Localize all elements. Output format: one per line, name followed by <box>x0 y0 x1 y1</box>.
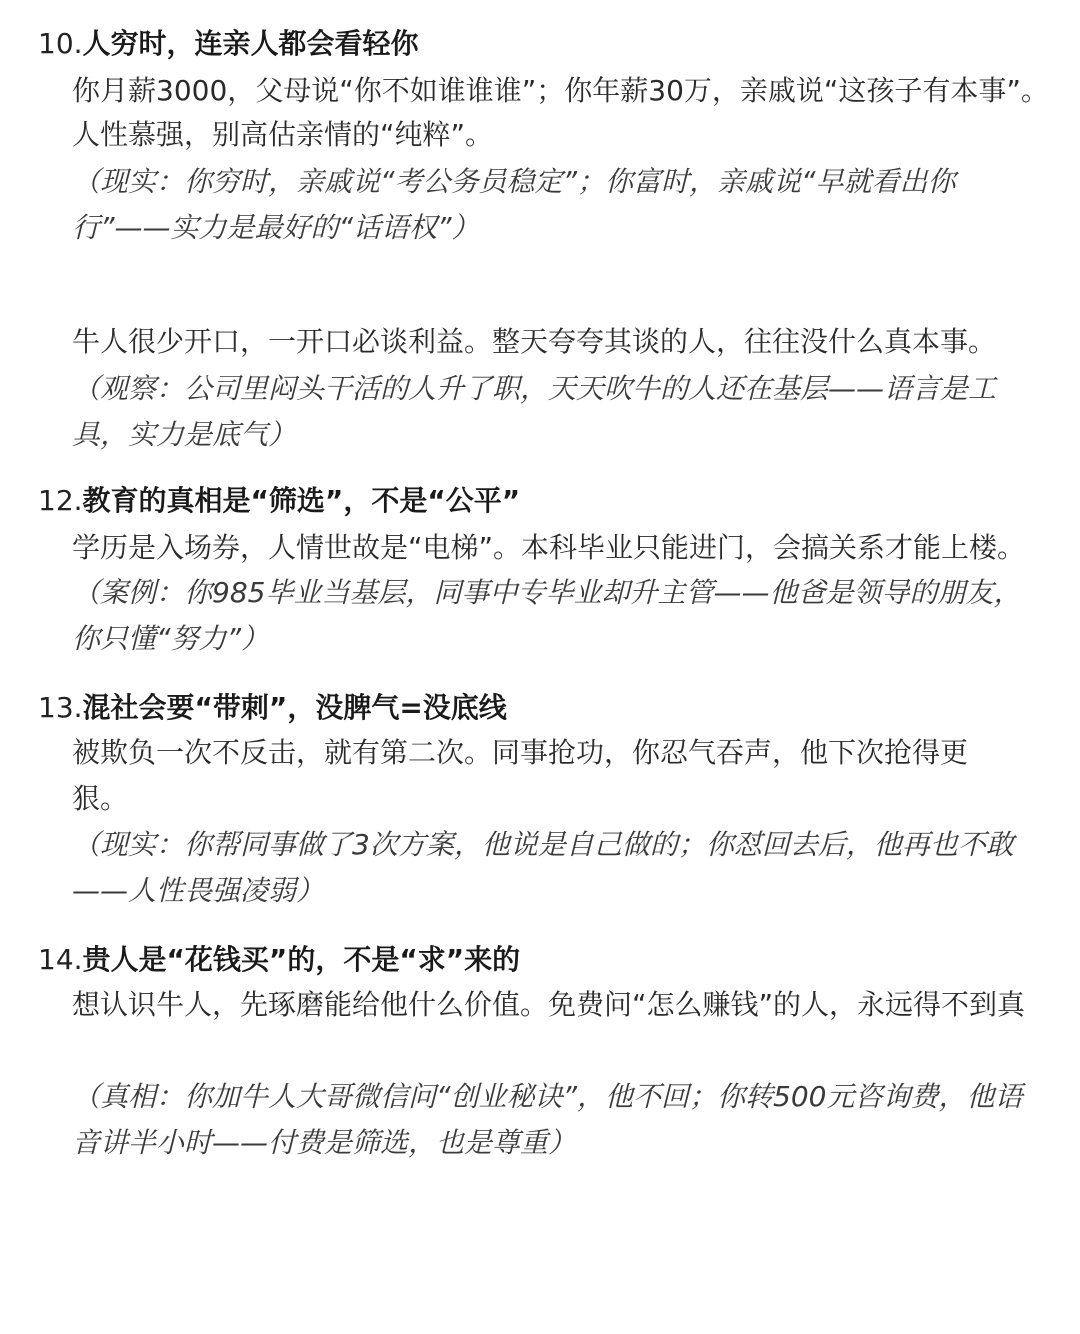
section-10-note-line-2: 行”——实力是最好的“话语权”） <box>72 211 480 244</box>
section-number: 12. <box>38 484 83 517</box>
section-12-heading <box>38 481 520 521</box>
section-10-body-line-1: 你月薪3000，父母说“你不如谁谁谁”；你年薪30万，亲戚说“这孩子有本事”。 <box>72 74 1049 107</box>
section-13-body-line-1: 被欺负一次不反击，就有第二次。同事抢功，你忍气吞声，他下次抢得更 <box>72 736 969 769</box>
section-14-note-line-2: 音讲半小时——付费是筛选，也是尊重） <box>72 1126 577 1159</box>
section-10-body-line-2: 人性慕强，别高估亲情的“纯粹”。 <box>72 118 494 151</box>
section-13-note-line-1: （现实：你帮同事做了3次方案，他说是自己做的；你怼回去后，他再也不敢 <box>72 828 1014 861</box>
section-number: 10. <box>38 27 83 60</box>
section-12-note-line-1: （案例：你985毕业当基层，同事中专毕业却升主管——他爸是领导的朋友， <box>72 576 1022 609</box>
section-13-body-line-2: 狠。 <box>72 782 129 815</box>
section-number: 13. <box>38 691 83 724</box>
section-11-body-line-1: 牛人很少开口，一开口必谈利益。整天夸夸其谈的人，往往没什么真本事。 <box>72 325 997 358</box>
section-13-heading <box>38 688 507 728</box>
section-14-heading <box>38 940 520 980</box>
section-12-body-line-1: 学历是入场券，人情世故是“电梯”。本科毕业只能进门，会搞关系才能上楼。 <box>72 531 1026 564</box>
section-title: 混社会要“带刺”，没脾气=没底线 <box>82 691 507 724</box>
section-title: 教育的真相是“筛选”，不是“公平” <box>82 484 521 517</box>
section-title: 贵人是“花钱买”的，不是“求”来的 <box>82 943 521 976</box>
section-11-note-line-1: （观察：公司里闷头干活的人升了职，天天吹牛的人还在基层——语言是工 <box>72 372 997 405</box>
section-11-note-line-2: 具，实力是底气） <box>72 418 297 451</box>
section-12-note-line-2: 你只懂“努力”） <box>72 622 270 655</box>
section-14-body-line-1: 想认识牛人，先琢磨能给他什么价值。免费问“怎么赚钱”的人，永远得不到真 <box>72 988 1026 1021</box>
section-10-heading <box>38 24 419 64</box>
section-14-note-line-1: （真相：你加牛人大哥微信问“创业秘诀”，他不回；你转500元咨询费，他语 <box>72 1080 1023 1113</box>
section-13-note-line-2: ——人性畏强凌弱） <box>72 874 325 907</box>
section-title: 人穷时，连亲人都会看轻你 <box>82 27 419 60</box>
section-10-note-line-1: （现实：你穷时，亲戚说“考公务员稳定”；你富时，亲戚说“早就看出你 <box>72 165 956 198</box>
section-number: 14. <box>38 943 83 976</box>
